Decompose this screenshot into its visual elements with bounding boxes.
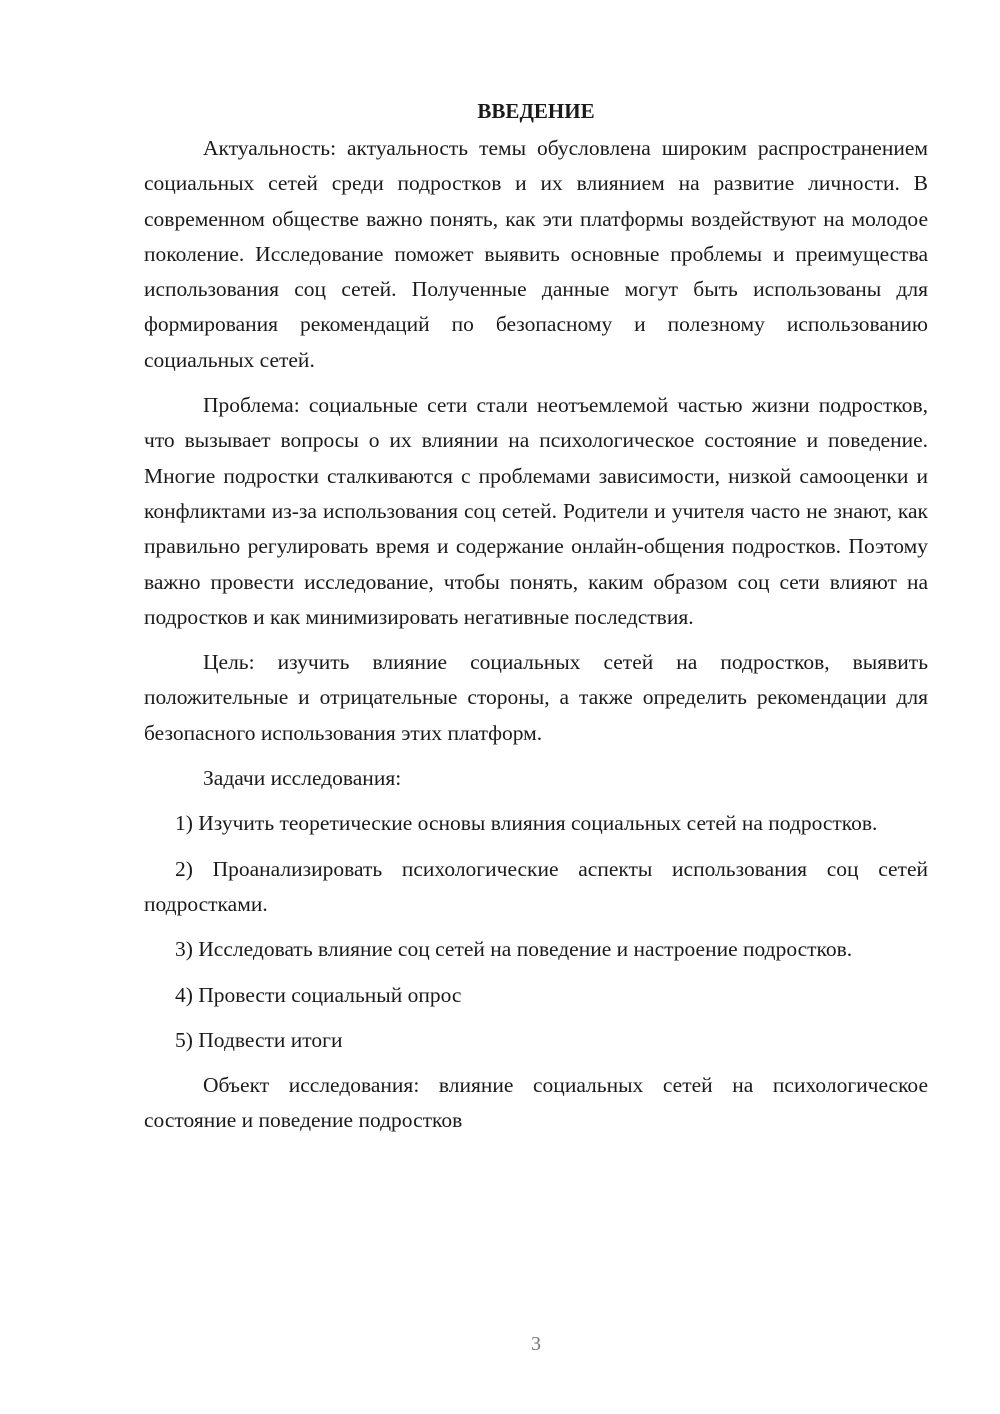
task-item-2: 2) Проанализировать психологические аспекты использования соц сетей подростками.	[144, 856, 928, 916]
paragraph-object: Объект исследования: влияние социальных сетей на психологическое состояние и поведение подростков	[144, 1073, 928, 1133]
task-item-1: 1) Изучить теоретические основы влияния социальных сетей на подростков.	[175, 811, 878, 836]
section-title: ВВЕДЕНИЕ	[477, 99, 595, 123]
page-number: 3	[531, 1333, 541, 1355]
tasks-heading: Задачи исследования:	[203, 766, 402, 791]
paragraph-problem: Проблема: социальные сети стали неотъемлемой частью жизни подростков, что вызывает вопросы о их влиянии на психологическое состояние и поведение. Многие подростки сталкиваются с проблемами зависимости, низкой самооценки и конфликтами из-за использования соц сетей. Родители и учителя часто не знают, как правильно регулировать время и содержание онлайн-общения подростков. Поэтому важно провести исследование, чтобы понять, каким образом соц сети влияют на подростков и как минимизировать негативные последствия.	[144, 393, 928, 629]
task-item-4: 4) Провести социальный опрос	[175, 982, 462, 1007]
paragraph-relevance: Актуальность: актуальность темы обусловлена широким распространением социальных сетей среди подростков и их влиянием на развитие личности. В современном обществе важно понять, как эти платформы воздействуют на молодое поколение. Исследование поможет выявить основные проблемы и преимущества использования соц сетей. Полученные данные могут быть использованы для формирования рекомендаций по безопасному и полезному использованию социальных сетей.	[144, 136, 928, 372]
paragraph-goal: Цель: изучить влияние социальных сетей на подростков, выявить положительные и отрицательные стороны, а также определить рекомендации для безопасного использования этих платформ.	[144, 650, 928, 745]
task-item-5: 5) Подвести итоги	[175, 1027, 343, 1052]
task-item-3: 3) Исследовать влияние соц сетей на поведение и настроение подростков.	[175, 937, 853, 962]
page-content	[144, 96, 928, 1149]
